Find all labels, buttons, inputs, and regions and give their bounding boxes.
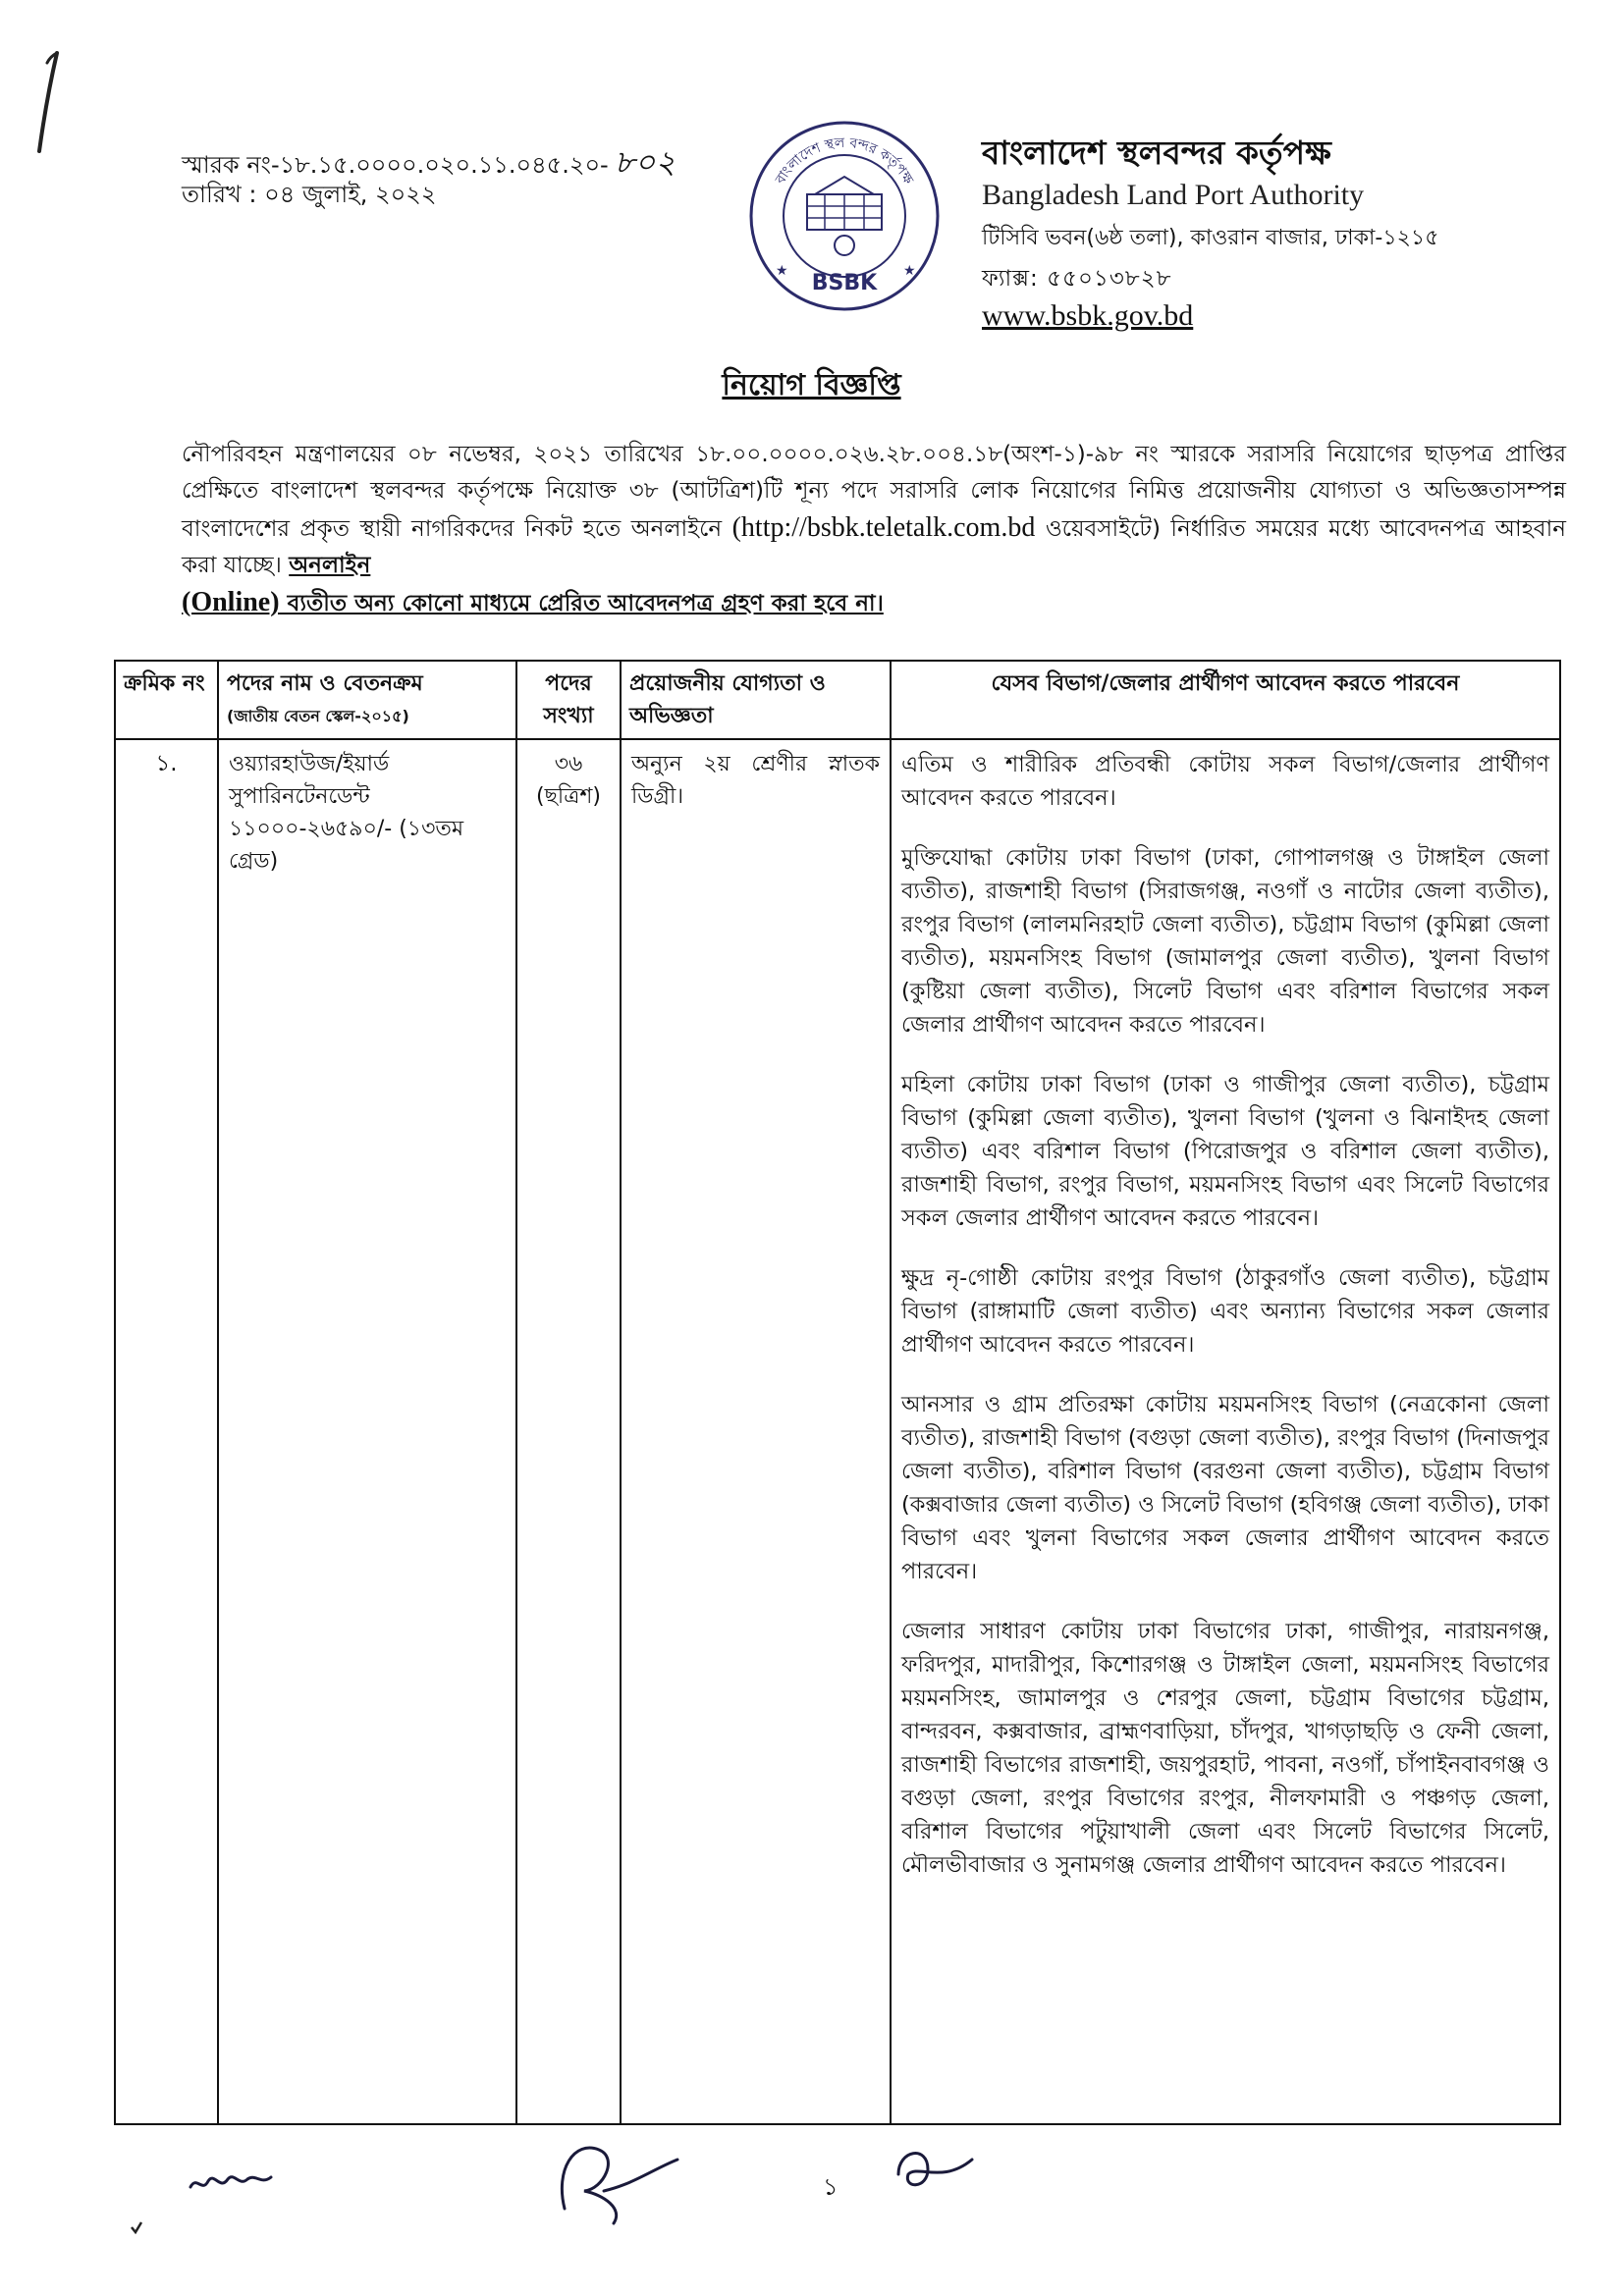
seal-star-left-icon: ★ <box>776 263 788 279</box>
header-serial: ক্রমিক নং <box>115 661 218 739</box>
organization-website-link[interactable]: www.bsbk.gov.bd <box>982 299 1194 332</box>
memo-reference-handwritten: ৮০২ <box>614 143 676 181</box>
notice-body-text-2: ওয়েবসাইটে) নির্ধারিত সময়ের মধ্যে আবেদনপত্র আহবান করা যাচ্ছে। <box>182 516 1566 578</box>
row-serial: ১. <box>115 739 218 2124</box>
memo-reference-number: স্মারক নং-১৮.১৫.০০০০.০২০.১১.০৪৫.২০- <box>182 151 609 179</box>
application-url-link[interactable]: (http://bsbk.teletalk.com.bd <box>731 512 1036 543</box>
eligible-quota-general: জেলার সাধারণ কোটায় ঢাকা বিভাগের ঢাকা, গাজীপুর, নারায়নগঞ্জ, ফরিদপুর, মাদারীপুর, কিশোরগঞ্জ ও টাঙ্গাইল জেলা, ময়মনসিংহ বিভাগের ময়মনসিংহ, জামালপুর ও শেরপুর জেলা, চট্টগ্রাম বিভাগের চট্টগ্রাম, বান্দরবন, কক্সবাজার, ব্রাহ্মণবাড়িয়া, চাঁদপুর, খাগড়াছড়ি ও ফেনী জেলা, রাজশাহী বিভাগের রাজশাহী, জয়পুরহাট, পাবনা, নওগাঁ, চাঁপাইনবাবগঞ্জ ও বগুড়া জেলা, রংপুর বিভাগের রংপুর, নীলফামারী ও পঞ্চগড় জেলা, বরিশাল বিভাগের পটুয়াখালী জেলা এবং সিলেট বিভাগের সিলেট, মৌলভীবাজার ও সুনামগঞ্জ জেলার প্রার্থীগণ আবেদন করতে পারবেন। <box>901 1619 1549 1878</box>
seal-ring-text: বাংলাদেশ স্থল বন্দর কর্তৃপক্ষ <box>772 134 917 187</box>
tick-mark-icon <box>130 2220 143 2234</box>
handwritten-mark-icon <box>29 49 69 157</box>
officer-signature <box>545 2130 682 2238</box>
memo-date: তারিখ : ০৪ জুলাই, ২০২২ <box>182 181 437 208</box>
eligible-quota-orphan-disabled: এতিম ও শারীরিক প্রতিবন্ধী কোটায় সকল বিভাগ/জেলার প্রার্থীগণ আবেদন করতে পারবেন। <box>901 752 1549 811</box>
row-post-name: ওয়্যারহাউজ/ইয়ার্ড সুপারিনটেনডেন্ট <box>229 752 390 809</box>
header-post-sub: (জাতীয় বেতন স্কেল-২০১৫) <box>227 707 409 725</box>
header-qualification: প্রয়োজনীয় যোগ্যতা ও অভিজ্ঞতা <box>621 661 891 739</box>
organization-fax: ফ্যাক্স: ৫৫০১৩৮২৮ <box>982 266 1172 292</box>
organization-name-bn: বাংলাদেশ স্থলবন্দর কর্তৃপক্ষ <box>982 133 1331 172</box>
seal-emblem <box>807 177 882 255</box>
header-eligible: যেসব বিভাগ/জেলার প্রার্থীগণ আবেদন করতে পারবেন <box>891 661 1560 739</box>
notice-body-text: নৌপরিবহন মন্ত্রণালয়ের ০৮ নভেম্বর, ২০২১ তারিখের ১৮.০০.০০০০.০২৬.২৮.০০৪.১৮(অংশ-১)-৯৮ নং স্মারকে সরাসরি নিয়োগের ছাড়পত্র প্রাপ্তির প্রেক্ষিতে বাংলাদেশ স্থলবন্দর কর্তৃপক্ষে নিয়োক্ত ৩৮ (আটত্রিশ)টি শূন্য পদে সরাসরি লোক নিয়োগের নিমিত্ত প্রয়োজনীয় যোগ্যতা ও অভিজ্ঞতাসম্পন্ন বাংলাদেশের প্রকৃত স্থায়ী নাগরিকদের নিকট হতে অনলাইনে <box>182 442 1566 542</box>
eligible-quota-women: মহিলা কোটায় ঢাকা বিভাগ (ঢাকা ও গাজীপুর জেলা ব্যতীত), চট্টগ্রাম বিভাগ (কুমিল্লা জেলা ব্যতীত), খুলনা বিভাগ (খুলনা ও ঝিনাইদহ জেলা ব্যতীত) এবং বরিশাল বিভাগ (পিরোজপুর ও বরিশাল জেলা ব্যতীত), রাজশাহী বিভাগ, রংপুর বিভাগ, ময়মনসিংহ বিভাগ এবং সিলেট বিভাগের সকল জেলার প্রার্থীগণ আবেদন করতে পারবেন। <box>901 1072 1549 1231</box>
organization-name-en: Bangladesh Land Port Authority <box>982 179 1365 211</box>
seal-initials: BSBK <box>811 271 878 295</box>
row-pay-scale: ১১০০০-২৬৫৯০/- (১৩তম গ্রেড) <box>229 817 464 874</box>
page-number: ১ <box>823 2173 839 2201</box>
svg-text:বাংলাদেশ স্থল বন্দর কর্তৃপক্ষ <box>772 135 916 188</box>
row-qualification: অন্যুন ২য় শ্রেণীর স্নাতক ডিগ্রী। <box>621 739 891 2124</box>
header-post: পদের নাম ও বেতনক্রম (জাতীয় বেতন স্কেল-২০১৫) <box>218 661 516 739</box>
organization-seal <box>746 118 943 314</box>
organization-address: টিসিবি ভবন(৬ষ্ঠ তলা), কাওরান বাজার, ঢাকা-১২১৫ <box>982 226 1439 250</box>
countersignature <box>889 2135 977 2204</box>
eligible-quota-freedom-fighter: মুক্তিযোদ্ধা কোটায় ঢাকা বিভাগ (ঢাকা, গোপালগঞ্জ ও টাঙ্গাইল জেলা ব্যতীত), রাজশাহী বিভাগ (সিরাজগঞ্জ, নওগাঁ ও নাটোর জেলা ব্যতীত), রংপুর বিভাগ (লালমনিরহাট জেলা ব্যতীত), চট্টগ্রাম বিভাগ (কুমিল্লা জেলা ব্যতীত), ময়মনসিংহ বিভাগ (জামালপুর জেলা ব্যতীত), খুলনা বিভাগ (কুষ্টিয়া জেলা ব্যতীত), সিলেট বিভাগ এবং বরিশাল বিভাগের সকল জেলার প্রার্থীগণ আবেদন করতে পারবেন। <box>901 845 1549 1038</box>
row-count: ৩৬ (ছত্রিশ) <box>516 739 621 2124</box>
initial-signature <box>187 2158 275 2207</box>
seal-star-right-icon: ★ <box>903 263 916 279</box>
vacancy-table <box>114 660 1561 2125</box>
notice-body <box>182 437 1566 622</box>
header-count: পদের সংখ্যা <box>516 661 621 739</box>
row-eligible-areas <box>891 739 1560 2124</box>
table-header-row <box>115 661 1560 739</box>
notice-title: নিয়োগ বিজ্ঞপ্তি <box>722 368 901 402</box>
notice-emphasis: অনলাইন (Online) ব্যতীত অন্য কোনো মাধ্যমে প্রেরিত আবেদনপত্র গ্রহণ করা হবে না। <box>182 553 884 617</box>
eligible-quota-ansar-vdp: আনসার ও গ্রাম প্রতিরক্ষা কোটায় ময়মনসিংহ বিভাগ (নেত্রকোনা জেলা ব্যতীত), রাজশাহী বিভাগ (বগুড়া জেলা ব্যতীত), রংপুর বিভাগ (দিনাজপুর জেলা ব্যতীত), বরিশাল বিভাগ (বরগুনা জেলা ব্যতীত), চট্টগ্রাম বিভাগ (কক্সবাজার জেলা ব্যতীত) ও সিলেট বিভাগ (হবিগঞ্জ জেলা ব্যতীত), ঢাকা বিভাগ এবং খুলনা বিভাগের সকল জেলার প্রার্থীগণ আবেদন করতে পারবেন। <box>901 1392 1549 1584</box>
row-post <box>218 739 516 2124</box>
eligible-quota-ethnic-minority: ক্ষুদ্র নৃ-গোষ্ঠী কোটায় রংপুর বিভাগ (ঠাকুরগাঁও জেলা ব্যতীত), চট্টগ্রাম বিভাগ (রাঙ্গামাটি জেলা ব্যতীত) এবং অন্যান্য বিভাগের সকল জেলার প্রার্থীগণ আবেদন করতে পারবেন। <box>901 1265 1549 1358</box>
table-row <box>115 739 1560 2124</box>
